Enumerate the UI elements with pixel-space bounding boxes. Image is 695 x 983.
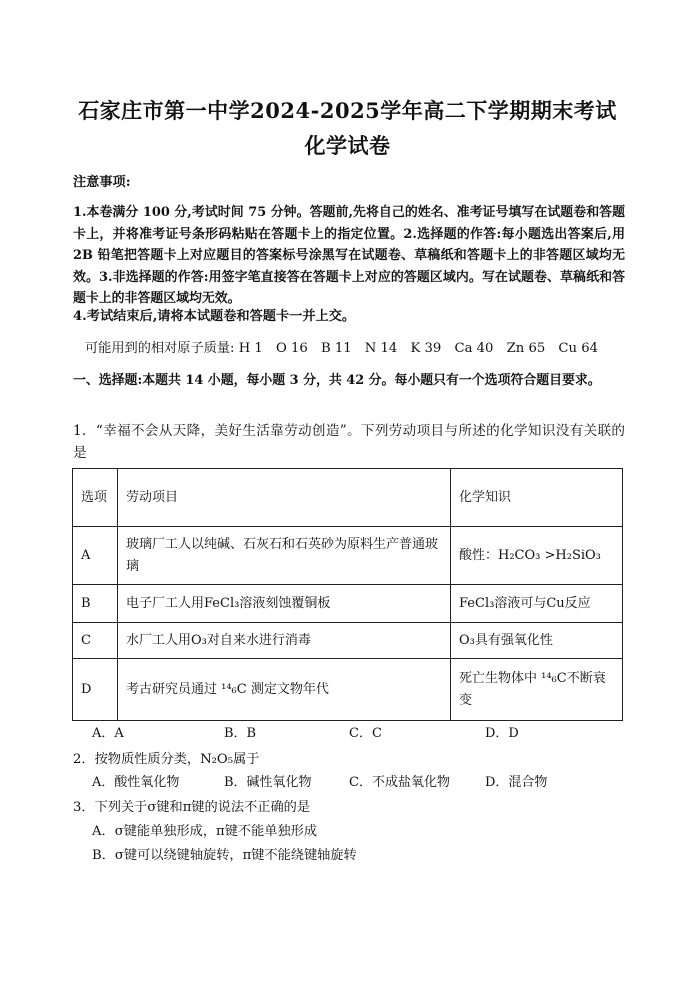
exam-subtitle: 化学试卷: [304, 133, 391, 158]
table-cell: 考古研究员通过 ¹⁴₆C 测定文物年代: [118, 659, 451, 721]
exam-title: 石家庄市第一中学2024-2025学年高二下学期期末考试: [78, 98, 617, 123]
table-cell: C: [73, 623, 118, 659]
table-cell: O₃具有强氧化性: [451, 623, 623, 659]
table-header-row: [73, 469, 623, 527]
table-cell: 水厂工人用O₃对自来水进行消毒: [118, 623, 451, 659]
q1-choice-b[interactable]: B．B: [224, 726, 257, 741]
q1-choice-d[interactable]: D．D: [485, 726, 519, 741]
q2-choice-b[interactable]: B．碱性氧化物: [224, 775, 312, 790]
section-heading: 一、选择题:本题共 14 小题，每小题 3 分，共 42 分。每小题只有一个选项符合题目要求。: [73, 373, 601, 388]
table-cell: B: [73, 585, 118, 623]
q1-table: [72, 468, 623, 721]
q2-choice-a[interactable]: A．酸性氧化物: [92, 775, 180, 790]
table-row: [73, 527, 623, 585]
q2-choice-c[interactable]: C．不成盐氧化物: [349, 775, 450, 790]
table-cell: 死亡生物体中 ¹⁴₆C不断衰变: [451, 659, 623, 721]
table-cell: 电子厂工人用FeCl₃溶液刻蚀覆铜板: [118, 585, 451, 623]
q3-choice-a[interactable]: A．σ键能单独形成，π键不能单独形成: [92, 824, 318, 839]
table-cell: D: [73, 659, 118, 721]
q3-choice-b[interactable]: B．σ键可以绕键轴旋转，π键不能绕键轴旋转: [92, 848, 357, 863]
notice-heading: 注意事项:: [73, 175, 131, 190]
notice-item-1: 1.本卷满分 100 分,考试时间 75 分钟。答题前,先将自己的姓名、准考证号填写在试题卷和答题卡上，并将准考证号条形码粘贴在答题卡上的指定位置。2.选择题的作答:每小题选出答案后,用2B 铅笔把答题卡上对应题目的答案标号涂黑写在试题卷、草稿纸和答题卡上的非答题区域均无效。3.非选择题的作答:用签字笔直接答在答题卡上对应的答题区域内。写在试题卷、草稿纸和答题卡上的非答题区域均无效。: [73, 205, 625, 307]
q3-stem: 3．下列关于σ键和π键的说法不正确的是: [73, 800, 311, 815]
table-cell: 酸性：H₂CO₃ >H₂SiO₃: [451, 527, 623, 585]
table-header: 选项: [73, 469, 118, 527]
table-cell: 玻璃厂工人以纯碱、石灰石和石英砂为原料生产普通玻璃: [118, 527, 451, 585]
q2-choice-d[interactable]: D．混合物: [485, 775, 548, 790]
table-row: [73, 585, 623, 623]
notice-item-4: 4.考试结束后,请将本试题卷和答题卡一并上交。: [73, 309, 356, 324]
table-row: [73, 659, 623, 721]
table-header: 劳动项目: [118, 469, 451, 527]
q1-choice-a[interactable]: A．A: [92, 726, 124, 741]
q1-stem: 1．“幸福不会从天降，美好生活靠劳动创造”。下列劳动项目与所述的化学知识没有关联的是: [73, 423, 625, 461]
table-header: 化学知识: [451, 469, 623, 527]
q2-stem: 2．按物质性质分类，N₂O₅属于: [73, 752, 260, 767]
q1-choice-c[interactable]: C．C: [349, 726, 382, 741]
table-cell: FeCl₃溶液可与Cu反应: [451, 585, 623, 623]
table-cell: A: [73, 527, 118, 585]
table-row: [73, 623, 623, 659]
atomic-masses: 可能用到的相对原子质量: H 1 O 16 B 11 N 14 K 39 Ca 40 Zn 65 Cu 64: [85, 341, 598, 356]
